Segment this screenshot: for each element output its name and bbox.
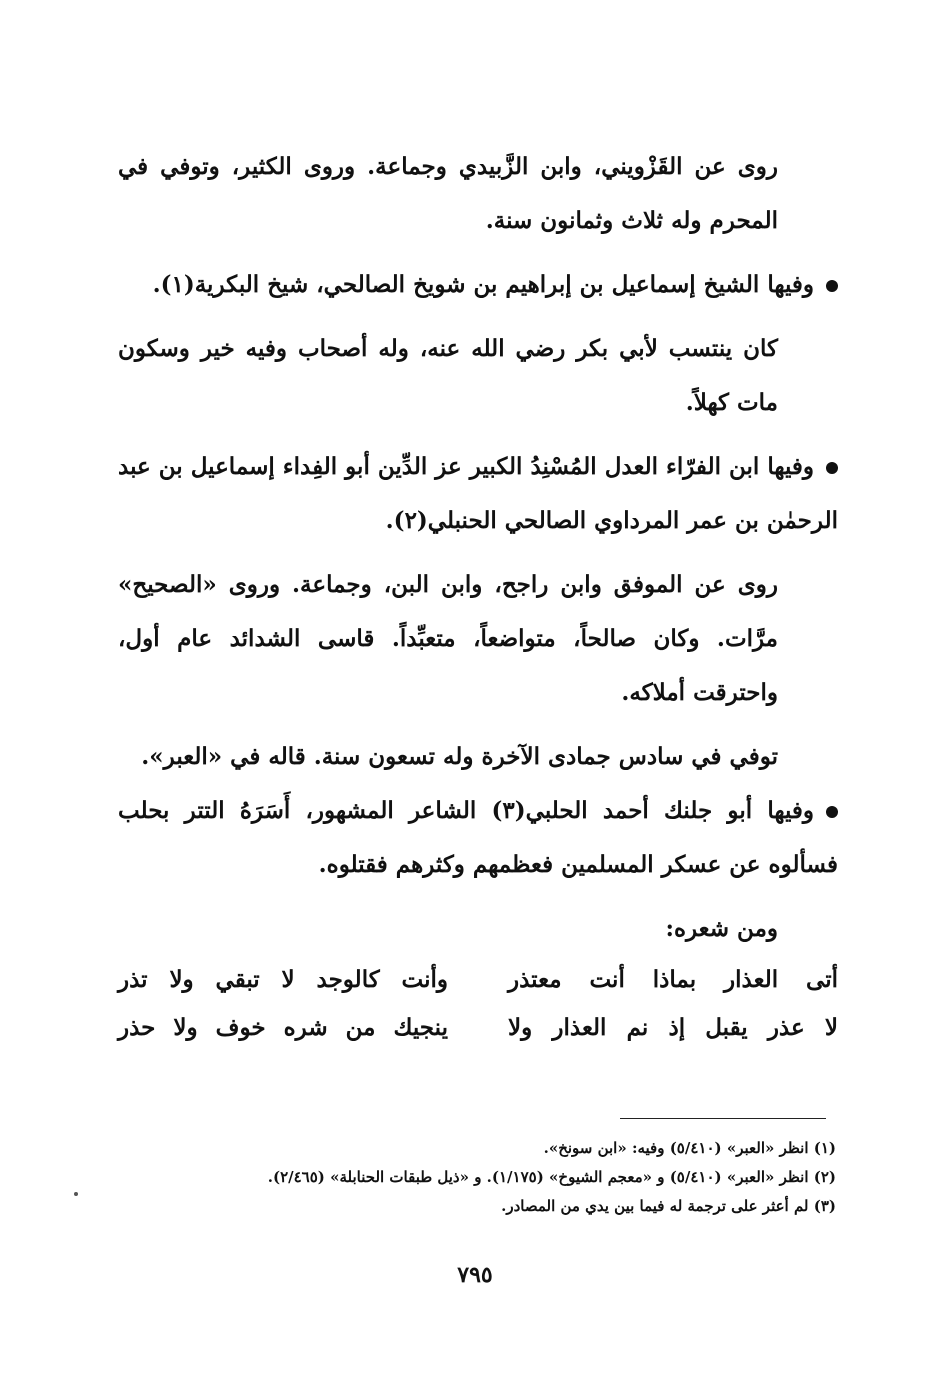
verse-1 [118,956,838,1004]
paragraph-4-text: وفيها ابن الفرّاء العدل المُسْنِدُ الكبير عز الدِّين أبو الفِداء إسماعيل بن عبد الرحمٰن بن عمر المرداوي الصالحي الحنبلي(٢). [118,453,838,534]
paragraph-4 [118,440,838,548]
bullet-icon [826,462,838,474]
paragraph-7 [118,784,838,892]
paragraph-2 [118,258,838,312]
paragraph-5: روى عن الموفق وابن راجح، وابن البن، وجماعة. وروى «الصحيح» مرَّات. وكان صالحاً، متواضعاً، متعبِّداً. قاسى الشدائد عام أول، واحترقت أملاكه. [118,571,778,706]
footnote-1: (١) انظر «العبر» (٥/٤١٠) وفيه: «ابن سونخ». [543,1139,836,1157]
paragraph-2-text: وفيها الشيخ إسماعيل بن إبراهيم بن شويخ الصالحي، شيخ البكرية(١). [152,271,814,298]
poem-intro: ومن شعره: [665,915,778,942]
paragraph-3: كان ينتسب لأبي بكر رضي الله عنه، وله أصحاب وفيه خير وسكون مات كهلاً. [118,335,778,416]
verse-2-second-hemistich: ينجيك من شره خوف ولا حذر [118,1014,448,1041]
main-text [118,140,838,1052]
verse-1-second-hemistich: وأنت كالوجد لا تبقي ولا تذر [118,966,448,993]
page-number: ٧٩٥ [457,1262,493,1288]
paragraph-1: روى عن القَزْويني، وابن الزَّبيدي وجماعة. وروى الكثير، وتوفي في المحرم وله ثلاث وثمانون سنة. [118,153,778,234]
footnotes [118,1134,836,1221]
footnote-divider [620,1118,826,1119]
footnote-3: (٣) لم أعثر على ترجمة له فيما بين يدي من المصادر. [501,1197,836,1215]
verse-2 [118,1004,838,1052]
paragraph-6: توفي في سادس جمادى الآخرة وله تسعون سنة. قاله في «العبر». [141,743,778,770]
verse-1-first-hemistich: أتى العذار بماذا أنت معتذر [508,966,838,993]
bullet-icon [826,806,838,818]
verse-2-first-hemistich: لا عذر يقبل إذ نم العذار ولا [508,1014,838,1041]
footnote-2: (٢) انظر «العبر» (٥/٤١٠) و «معجم الشيوخ» (١/١٧٥). و «ذيل طبقات الحنابلة» (٢/٤٦٥). [267,1168,836,1186]
paragraph-7-text: وفيها أبو جلنك أحمد الحلبي(٣) الشاعر المشهور، أَسَرَهُ التتر بحلب فسألوه عن عسكر المسلمين فعظمهم وكثرهم فقتلوه. [118,797,838,878]
scan-speck [74,1192,78,1196]
bullet-icon [826,280,838,292]
